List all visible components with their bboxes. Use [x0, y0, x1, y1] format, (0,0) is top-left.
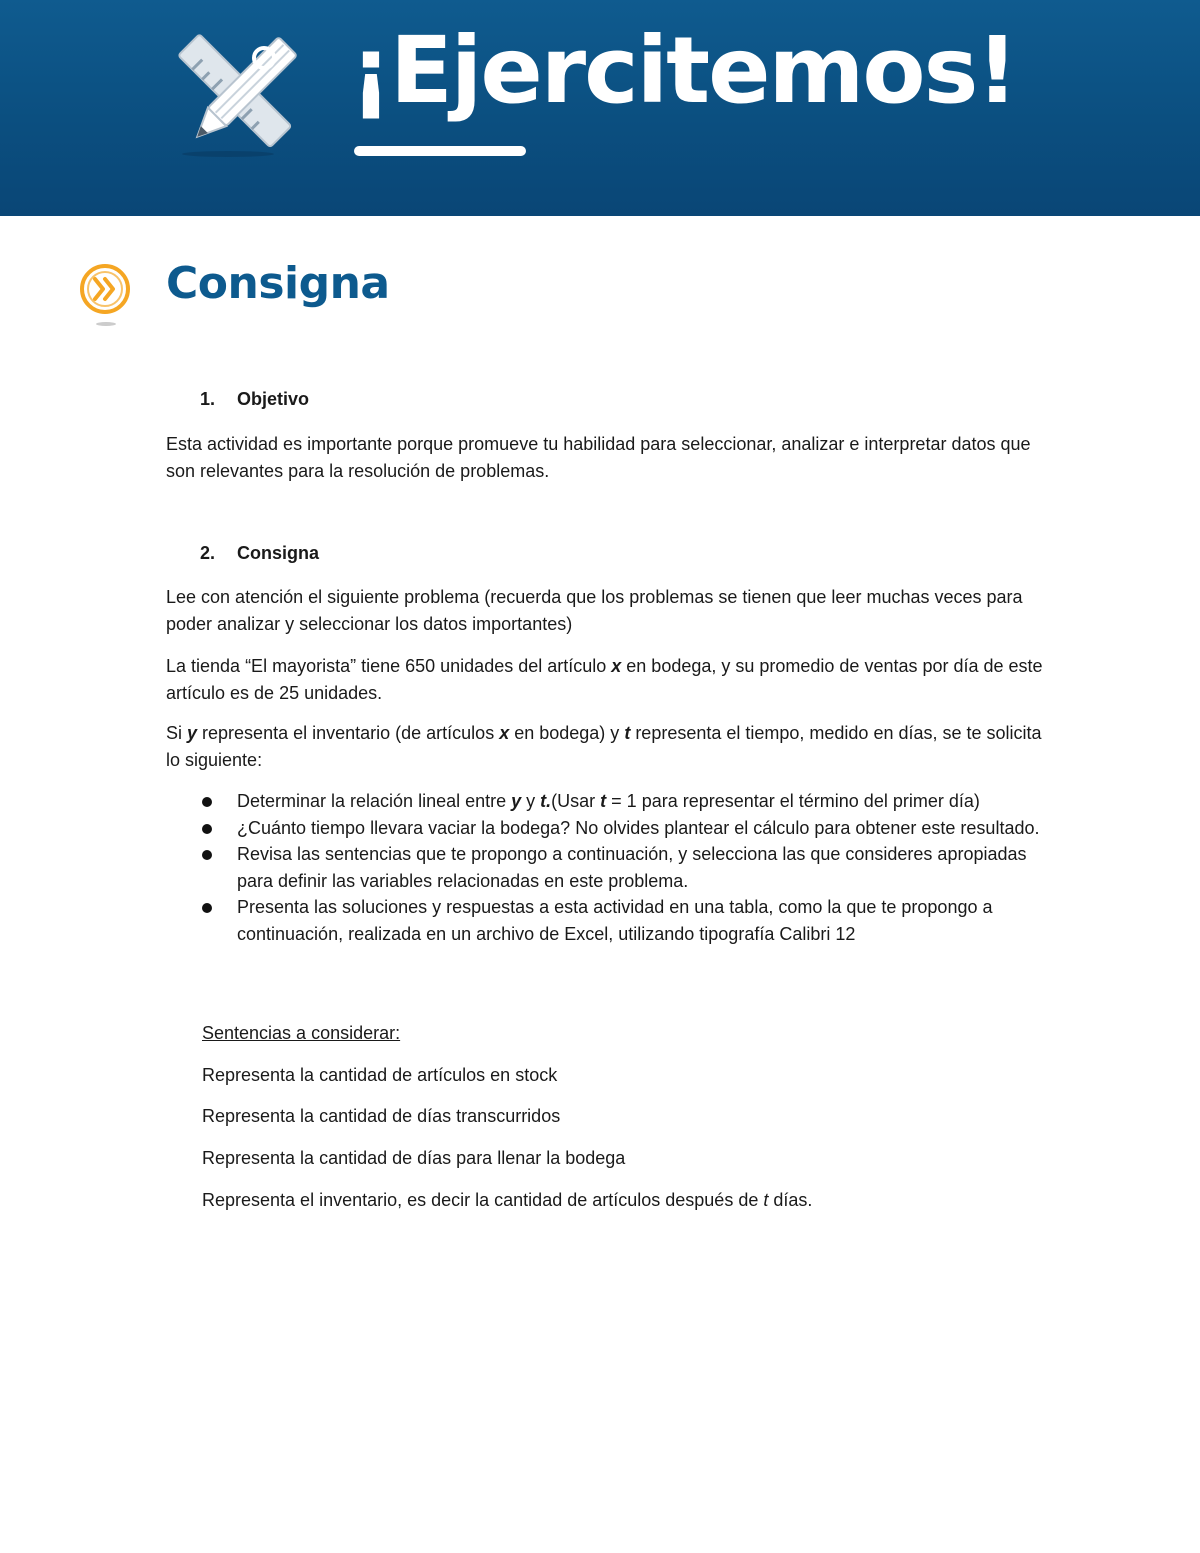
item-number: 1.: [200, 389, 216, 409]
bullet-icon: [202, 903, 212, 913]
bullet-icon: [202, 824, 212, 834]
problem-paragraph-1: La tienda “El mayorista” tiene 650 unidades del artículo x en bodega, y su promedio de ventas por día de este artículo es de 25 unidades.: [166, 656, 1043, 703]
sentence-item: Representa la cantidad de artículos en stock: [202, 1065, 558, 1085]
double-chevron-right-icon: [78, 262, 134, 328]
section-heading: [78, 258, 678, 328]
variable-y: y: [187, 723, 198, 743]
numbered-heading-consigna: [200, 543, 319, 564]
sentence-item: Representa la cantidad de días para llenar la bodega: [202, 1148, 626, 1168]
variable-x: x: [611, 656, 622, 676]
numbered-heading-objetivo: [200, 389, 309, 410]
task-bullet-list: [200, 788, 1050, 947]
list-item: Revisa las sentencias que te propongo a continuación, y selecciona las que consideres apropiadas para definir las variables relacionadas en este problema.: [200, 841, 1050, 894]
header-banner: [0, 0, 1200, 216]
objetivo-paragraph: Esta actividad es importante porque promueve tu habilidad para seleccionar, analizar e interpretar datos que son relevantes para la resolución de problemas.: [166, 434, 1031, 481]
variable-x: x: [499, 723, 510, 743]
sentences-heading: Sentencias a considerar:: [202, 1023, 401, 1043]
banner-underline: [354, 146, 526, 156]
list-item: Presenta las soluciones y respuestas a esta actividad en una tabla, como la que te propongo a continuación, realizada en un archivo de Excel, utilizando tipografía Calibri 12: [200, 894, 1050, 947]
pencil-ruler-tools-icon: [178, 30, 300, 160]
list-item: Determinar la relación lineal entre y y t.(Usar t = 1 para representar el término del primer día): [200, 788, 1050, 815]
bullet-icon: [202, 850, 212, 860]
variable-t: t.: [540, 791, 552, 811]
problem-paragraph-2: Si y representa el inventario (de artículos x en bodega) y t representa el tiempo, medido en días, se te solicita lo siguiente:: [166, 723, 1042, 770]
banner-title: ¡Ejercitemos!: [350, 17, 1017, 124]
bullet-icon: [202, 797, 212, 807]
variable-t: t: [600, 791, 607, 811]
item-label: Consigna: [237, 543, 320, 563]
variable-t: t: [763, 1190, 769, 1210]
consigna-intro-paragraph: Lee con atención el siguiente problema (recuerda que los problemas se tienen que leer muchas veces para poder analizar y seleccionar los datos importantes): [166, 587, 1023, 634]
sentence-item: Representa el inventario, es decir la cantidad de artículos después de t días.: [202, 1190, 813, 1210]
variable-t: t: [624, 723, 631, 743]
item-label: Objetivo: [237, 389, 310, 409]
list-item: ¿Cuánto tiempo llevara vaciar la bodega? No olvides plantear el cálculo para obtener este resultado.: [200, 815, 1050, 842]
variable-y: y: [511, 791, 522, 811]
section-title: Consigna: [166, 258, 390, 309]
item-number: 2.: [200, 543, 216, 563]
sentence-item: Representa la cantidad de días transcurridos: [202, 1106, 561, 1126]
